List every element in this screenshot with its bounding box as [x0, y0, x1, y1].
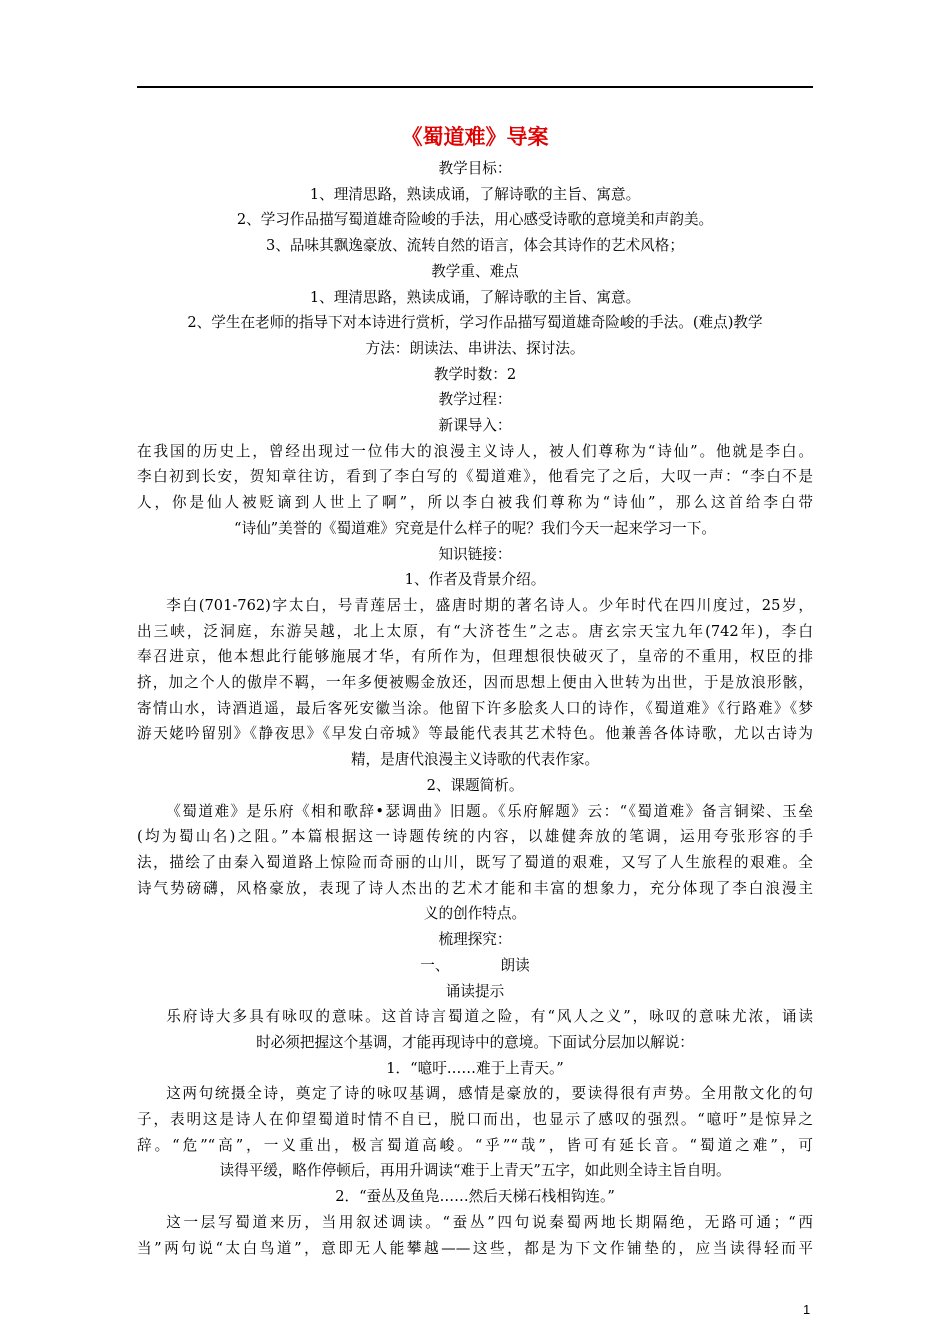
- text-line: 法，描绘了由秦入蜀道路上惊险而奇丽的山川，既写了蜀道的艰难，又写了人生旅程的艰难。全: [137, 853, 813, 871]
- text-line: 奉召进京，他本想此行能够施展才华，有所作为，但理想很快破灭了，皇帝的不重用，权臣的排: [137, 648, 813, 666]
- text-line: 2、课题简析。: [426, 776, 524, 794]
- text-line: 1、理清思路，熟读成诵，了解诗歌的主旨、寓意。: [309, 288, 641, 306]
- text-line: 精，是唐代浪漫主义诗歌的代表作家。: [350, 751, 600, 769]
- text-line: 新课导入：: [438, 417, 512, 435]
- text-line: 在我国的历史上，曾经出现过一位伟大的浪漫主义诗人，被人们尊称为“诗仙”。他就是李白。: [137, 442, 813, 460]
- text-line: 2．“蚕丛及鱼凫……然后天梯石栈相钩连。”: [335, 1188, 615, 1206]
- text-line: 《蜀道难》是乐府《相和歌辞•瑟调曲》旧题。《乐府解题》云：“《蜀道难》备言铜梁、玉垒: [166, 802, 813, 820]
- header-rule: [137, 86, 813, 88]
- text-line: 教学时数：2: [433, 365, 517, 383]
- text-line: 李白(701-762)字太白，号青莲居士，盛唐时期的著名诗人。少年时代在四川度过，25岁，: [166, 596, 813, 614]
- text-line: 这一层写蜀道来历，当用叙述调读。“蚕丛”四句说秦蜀两地长期隔绝，无路可通；“西: [166, 1213, 813, 1231]
- document-body: [137, 118, 813, 1261]
- document-lines: [137, 156, 813, 1261]
- text-line: 人，你是仙人被贬谪到人世上了啊”，所以李白被我们尊称为“诗仙”，那么这首给李白带: [137, 494, 813, 512]
- text-line: 子，表明这是诗人在仰望蜀道时情不自已，脱口而出，也显示了感叹的强烈。“噫吁”是惊异之: [137, 1111, 813, 1129]
- text-line: 辞。“危”“高”，一义重出，极言蜀道高峻。“乎”“哉”，皆可有延长音。“蜀道之难”，可: [137, 1136, 813, 1154]
- text-line: 2、学生在老师的指导下对本诗进行赏析，学习作品描写蜀道雄奇险峻的手法。(难点)教学: [187, 314, 763, 332]
- text-line: 寄情山水，诗酒逍遥，最后客死安徽当涂。他留下许多脍炙人口的诗作，《蜀道难》《行路难》《梦: [137, 699, 813, 717]
- text-line: 1．“噫吁……难于上青天。”: [386, 1059, 564, 1077]
- text-line: 挤，加之个人的傲岸不羁，一年多便被赐金放还，因而思想上便由入世转为出世，于是放浪形骸，: [137, 674, 813, 692]
- text-line: 方法：朗读法、串讲法、探讨法。: [365, 339, 585, 357]
- text-line: 当”两句说“太白鸟道”，意即无人能攀越——这些，都是为下文作铺垫的，应当读得轻而平: [137, 1239, 813, 1257]
- text-line: 乐府诗大多具有咏叹的意味。这首诗言蜀道之险，有“风人之义”，咏叹的意味尤浓，诵读: [166, 1008, 813, 1026]
- text-line: 梳理探究：: [438, 931, 512, 949]
- text-line: (均为蜀山名)之阻。”本篇根据这一诗题传统的内容，以雄健奔放的笔调，运用夸张形容的手: [137, 828, 813, 846]
- text-line: 教学重、难点: [431, 262, 519, 280]
- text-line: 时必须把握这个基调，才能再现诗中的意境。下面试分层加以解说：: [256, 1033, 694, 1051]
- text-line: 义的创作特点。: [423, 905, 527, 923]
- text-line: 一、 朗读: [420, 956, 530, 974]
- text-line: 教学目标：: [438, 160, 512, 177]
- text-line: 知识链接：: [438, 545, 512, 563]
- text-line: 这两句统摄全诗，奠定了诗的咏叹基调，感情是豪放的，要读得很有声势。全用散文化的句: [166, 1085, 813, 1103]
- text-line: 游天姥吟留别》《静夜思》《早发白帝城》等最能代表其艺术特色。他兼善各体诗歌，尤以古诗为: [137, 725, 813, 743]
- text-line: 诵读提示: [445, 982, 505, 1000]
- text-line: 3、品味其飘逸豪放、流转自然的语言，体会其诗作的艺术风格；: [266, 237, 684, 255]
- text-line: 1、理清思路，熟读成诵，了解诗歌的主旨、寓意。: [309, 185, 641, 203]
- page-number: 1: [803, 1302, 811, 1317]
- text-line: “诗仙”美誉的《蜀道难》究竟是什么样子的呢？我们今天一起来学习一下。: [234, 519, 716, 537]
- text-line: 1、作者及背景介绍。: [404, 571, 546, 589]
- text-line: 出三峡，泛洞庭，东游吴越，北上太原，有“大济苍生”之志。唐玄宗天宝九年(742年)，李白: [137, 622, 813, 640]
- text-line: 李白初到长安，贺知章往访，看到了李白写的《蜀道难》，他看完了之后，大叹一声：“李白不是: [137, 468, 813, 486]
- text-line: 教学过程：: [438, 391, 512, 409]
- text-line: 诗气势磅礴，风格豪放，表现了诗人杰出的艺术才能和丰富的想象力，充分体现了李白浪漫主: [137, 879, 813, 897]
- document-title: 《蜀道难》导案: [401, 124, 549, 149]
- text-line: 读得平缓，略作停顿后，再用升调读“难于上青天”五字，如此则全诗主旨自明。: [219, 1162, 731, 1180]
- text-line: 2、学习作品描写蜀道雄奇险峻的手法，用心感受诗歌的意境美和声韵美。: [236, 211, 714, 229]
